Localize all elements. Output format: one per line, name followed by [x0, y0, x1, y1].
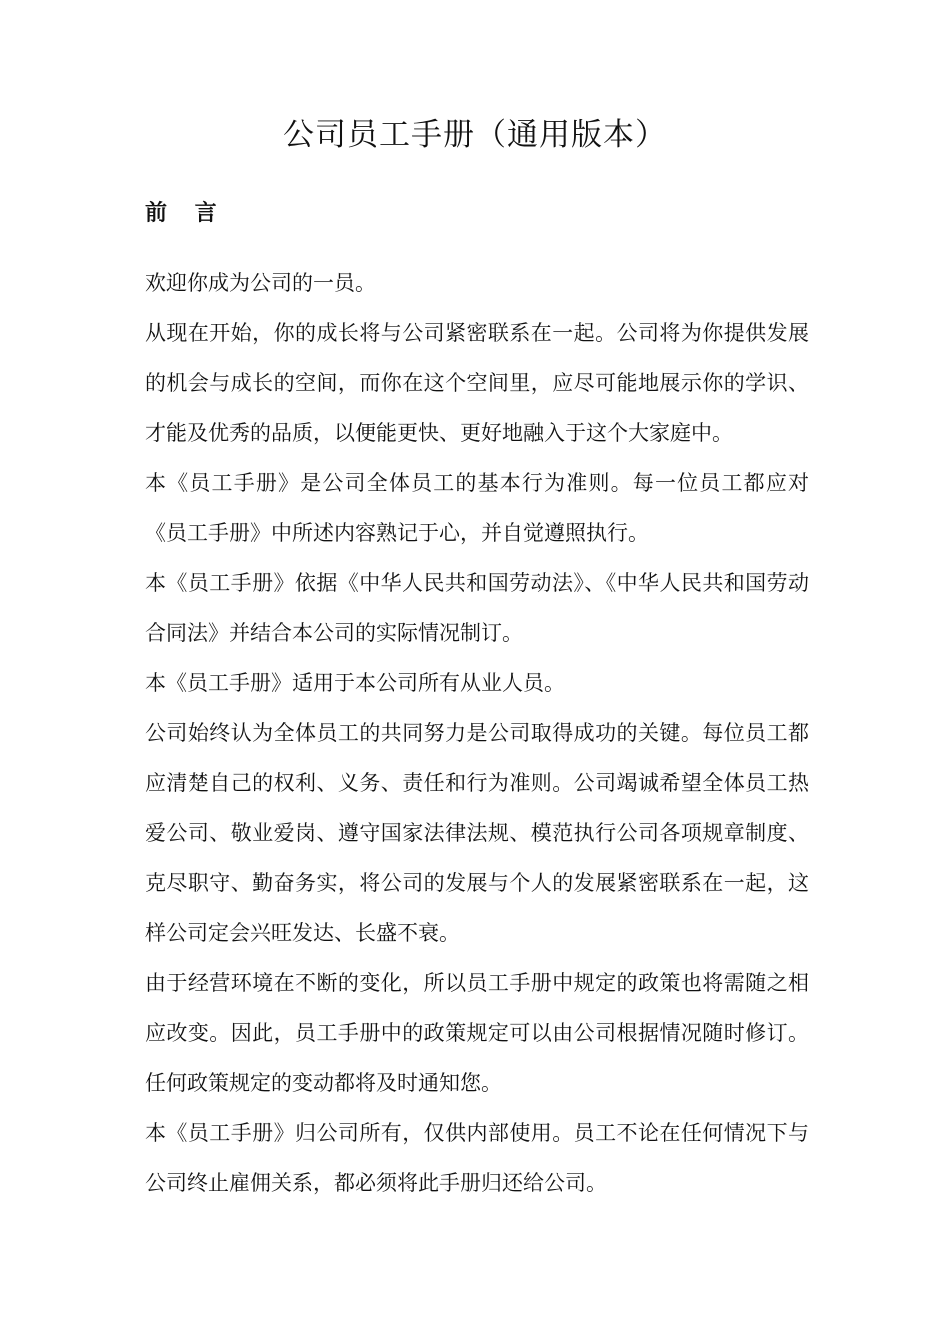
paragraph: 本《员工手册》依据《中华人民共和国劳动法》、《中华人民共和国劳动合同法》并结合本公司的实际情况制订。 — [145, 571, 809, 645]
paragraph: 本《员工手册》适用于本公司所有从业人员。 — [145, 671, 565, 695]
paragraph: 由于经营环境在不断的变化，所以员工手册中规定的政策也将需随之相应改变。因此，员工手册中的政策规定可以由公司根据情况随时修订。任何政策规定的变动都将及时通知您。 — [145, 971, 809, 1095]
document-title: 公司员工手册（通用版本） — [283, 117, 667, 153]
paragraph: 欢迎你成为公司的一员。 — [145, 271, 376, 295]
paragraph: 本《员工手册》归公司所有，仅供内部使用。员工不论在任何情况下与公司终止雇佣关系，都必须将此手册归还给公司。 — [145, 1121, 809, 1195]
preface-body — [145, 258, 809, 1208]
paragraph: 本《员工手册》是公司全体员工的基本行为准则。每一位员工都应对《员工手册》中所述内容熟记于心，并自觉遵照执行。 — [145, 471, 809, 545]
paragraph: 从现在开始，你的成长将与公司紧密联系在一起。公司将为你提供发展的机会与成长的空间，而你在这个空间里，应尽可能地展示你的学识、才能及优秀的品质，以便能更快、更好地融入于这个大家庭中。 — [145, 321, 809, 445]
paragraph: 公司始终认为全体员工的共同努力是公司取得成功的关键。每位员工都应清楚自己的权利、义务、责任和行为准则。公司竭诚希望全体员工热爱公司、敬业爱岗、遵守国家法律法规、模范执行公司各项规章制度、克尽职守、勤奋务实，将公司的发展与个人的发展紧密联系在一起，这样公司定会兴旺发达、长盛不衰。 — [145, 721, 809, 945]
section-heading-preface: 前 言 — [145, 201, 227, 226]
